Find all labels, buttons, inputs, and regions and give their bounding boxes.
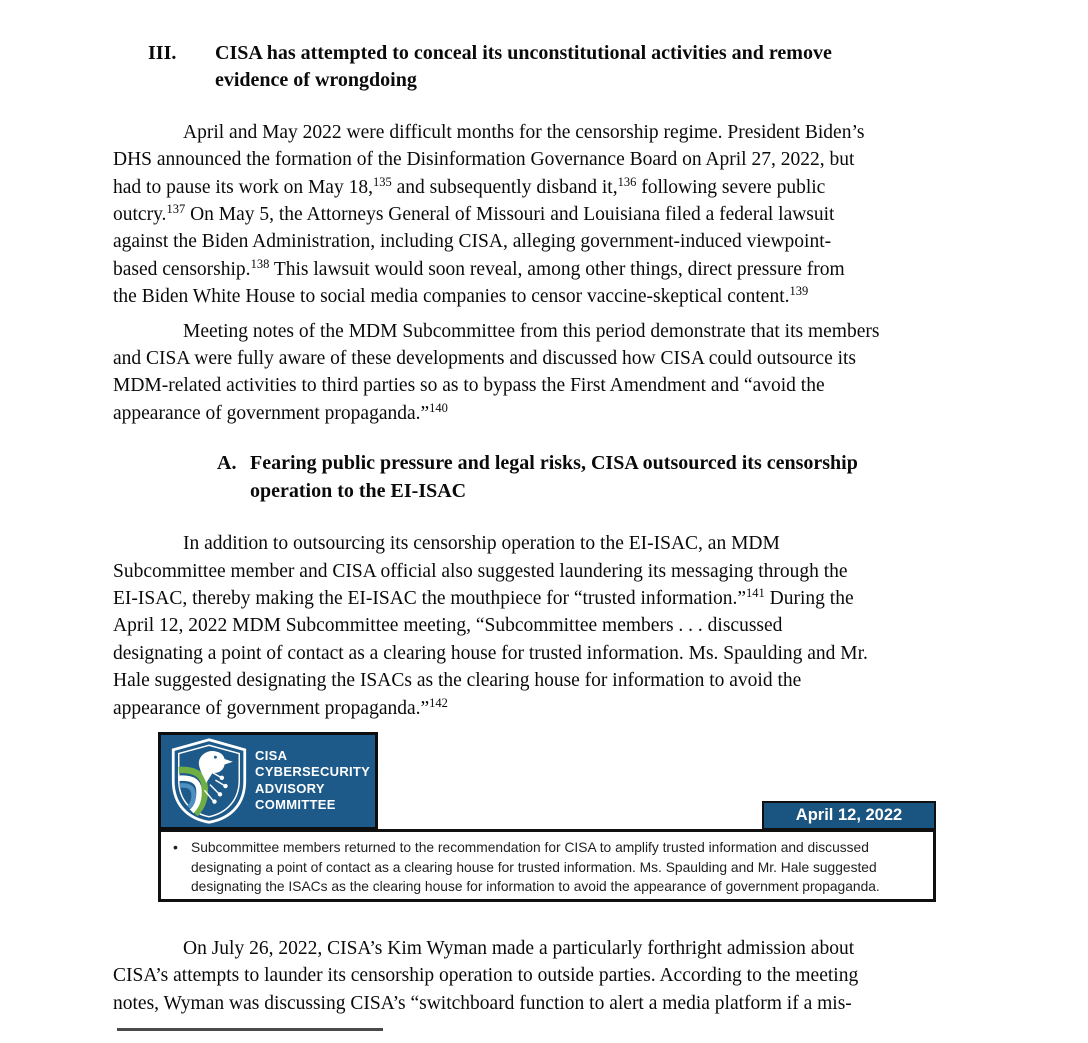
section-title: CISA has attempted to conceal its unconstitutional activities and remove evidence of wrongdoing [215, 42, 832, 92]
section-number: III. [148, 42, 177, 64]
section-heading-iii [148, 40, 1088, 95]
subsection-title: Fearing public pressure and legal risks, CISA outsourced its censorship operation to the EI-ISAC [250, 452, 858, 502]
cisa-logo-text: CISA CYBERSECURITY ADVISORY COMMITTEE [255, 747, 371, 813]
meeting-notes-quote-box [158, 829, 936, 902]
footnote-separator [117, 1028, 383, 1031]
paragraph-3: In addition to outsourcing its censorship operation to the EI-ISAC, an MDM Subcommittee member and CISA official also suggested laundering its messaging through the EI-ISAC, thereby making the EI-ISAC the mouthpiece for “trusted information.”$^{141}$ During the April 12, 2022 MDM Subcommittee meeting, “Subcommittee members . . . discussed designating a point of contact as a clearing house for trusted information. Ms. Spaulding and Mr. Hale suggested designating the ISACs as the clearing house for information to avoid the appearance of government propaganda.”$^{142}$ [113, 533, 868, 719]
paragraph-4: On July 26, 2022, CISA’s Kim Wyman made a particularly forthright admission about CISA’s attempts to launder its censorship operation to outside parties. According to the meeting notes, Wyman was discussing CISA’s “switchboard function to alert a media platform if a mis- [113, 937, 859, 1014]
meeting-notes-text: Subcommittee members returned to the recommendation for CISA to amplify trusted information and discussed designating a point of contact as a clearing house for trusted information. Ms. Spaulding and Mr. Hale suggested designating the ISACs as the clearing house for information to avoid the appearance of government propaganda. [191, 839, 880, 895]
date-badge: April 12, 2022 [762, 801, 936, 830]
cisa-advisory-committee-logo [158, 732, 378, 830]
subsection-heading-a [217, 450, 1088, 505]
meeting-notes-screenshot [158, 732, 936, 902]
bullet-point: • [173, 838, 178, 855]
paragraph-2: Meeting notes of the MDM Subcommittee from this period demonstrate that its members and CISA were fully aware of these developments and discussed how CISA could outsource its MDM-related activities to third parties so as to bypass the First Amendment and “avoid the appearance of government propaganda.”$^{140}$ [113, 320, 880, 424]
paragraph-1: April and May 2022 were difficult months for the censorship regime. President Biden’s DHS announced the formation of the Disinformation Governance Board on April 27, 2022, but had to pause its work on May 18,$^{135}$ and subsequently disband it,$^{136}$ following severe public outcry.$^{137}$ On May 5, the Attorneys General of Missouri and Louisiana filed a federal lawsuit against the Biden Administration, including CISA, alleging government-induced viewpoint- based censorship.$^{138}$ This lawsuit would soon reveal, among other things, direct pressure from the Biden White House to social media companies to censor vaccine-skeptical content.$^{139}$ [113, 121, 865, 308]
subsection-number: A. [217, 452, 237, 475]
cisa-shield-icon [167, 737, 251, 825]
